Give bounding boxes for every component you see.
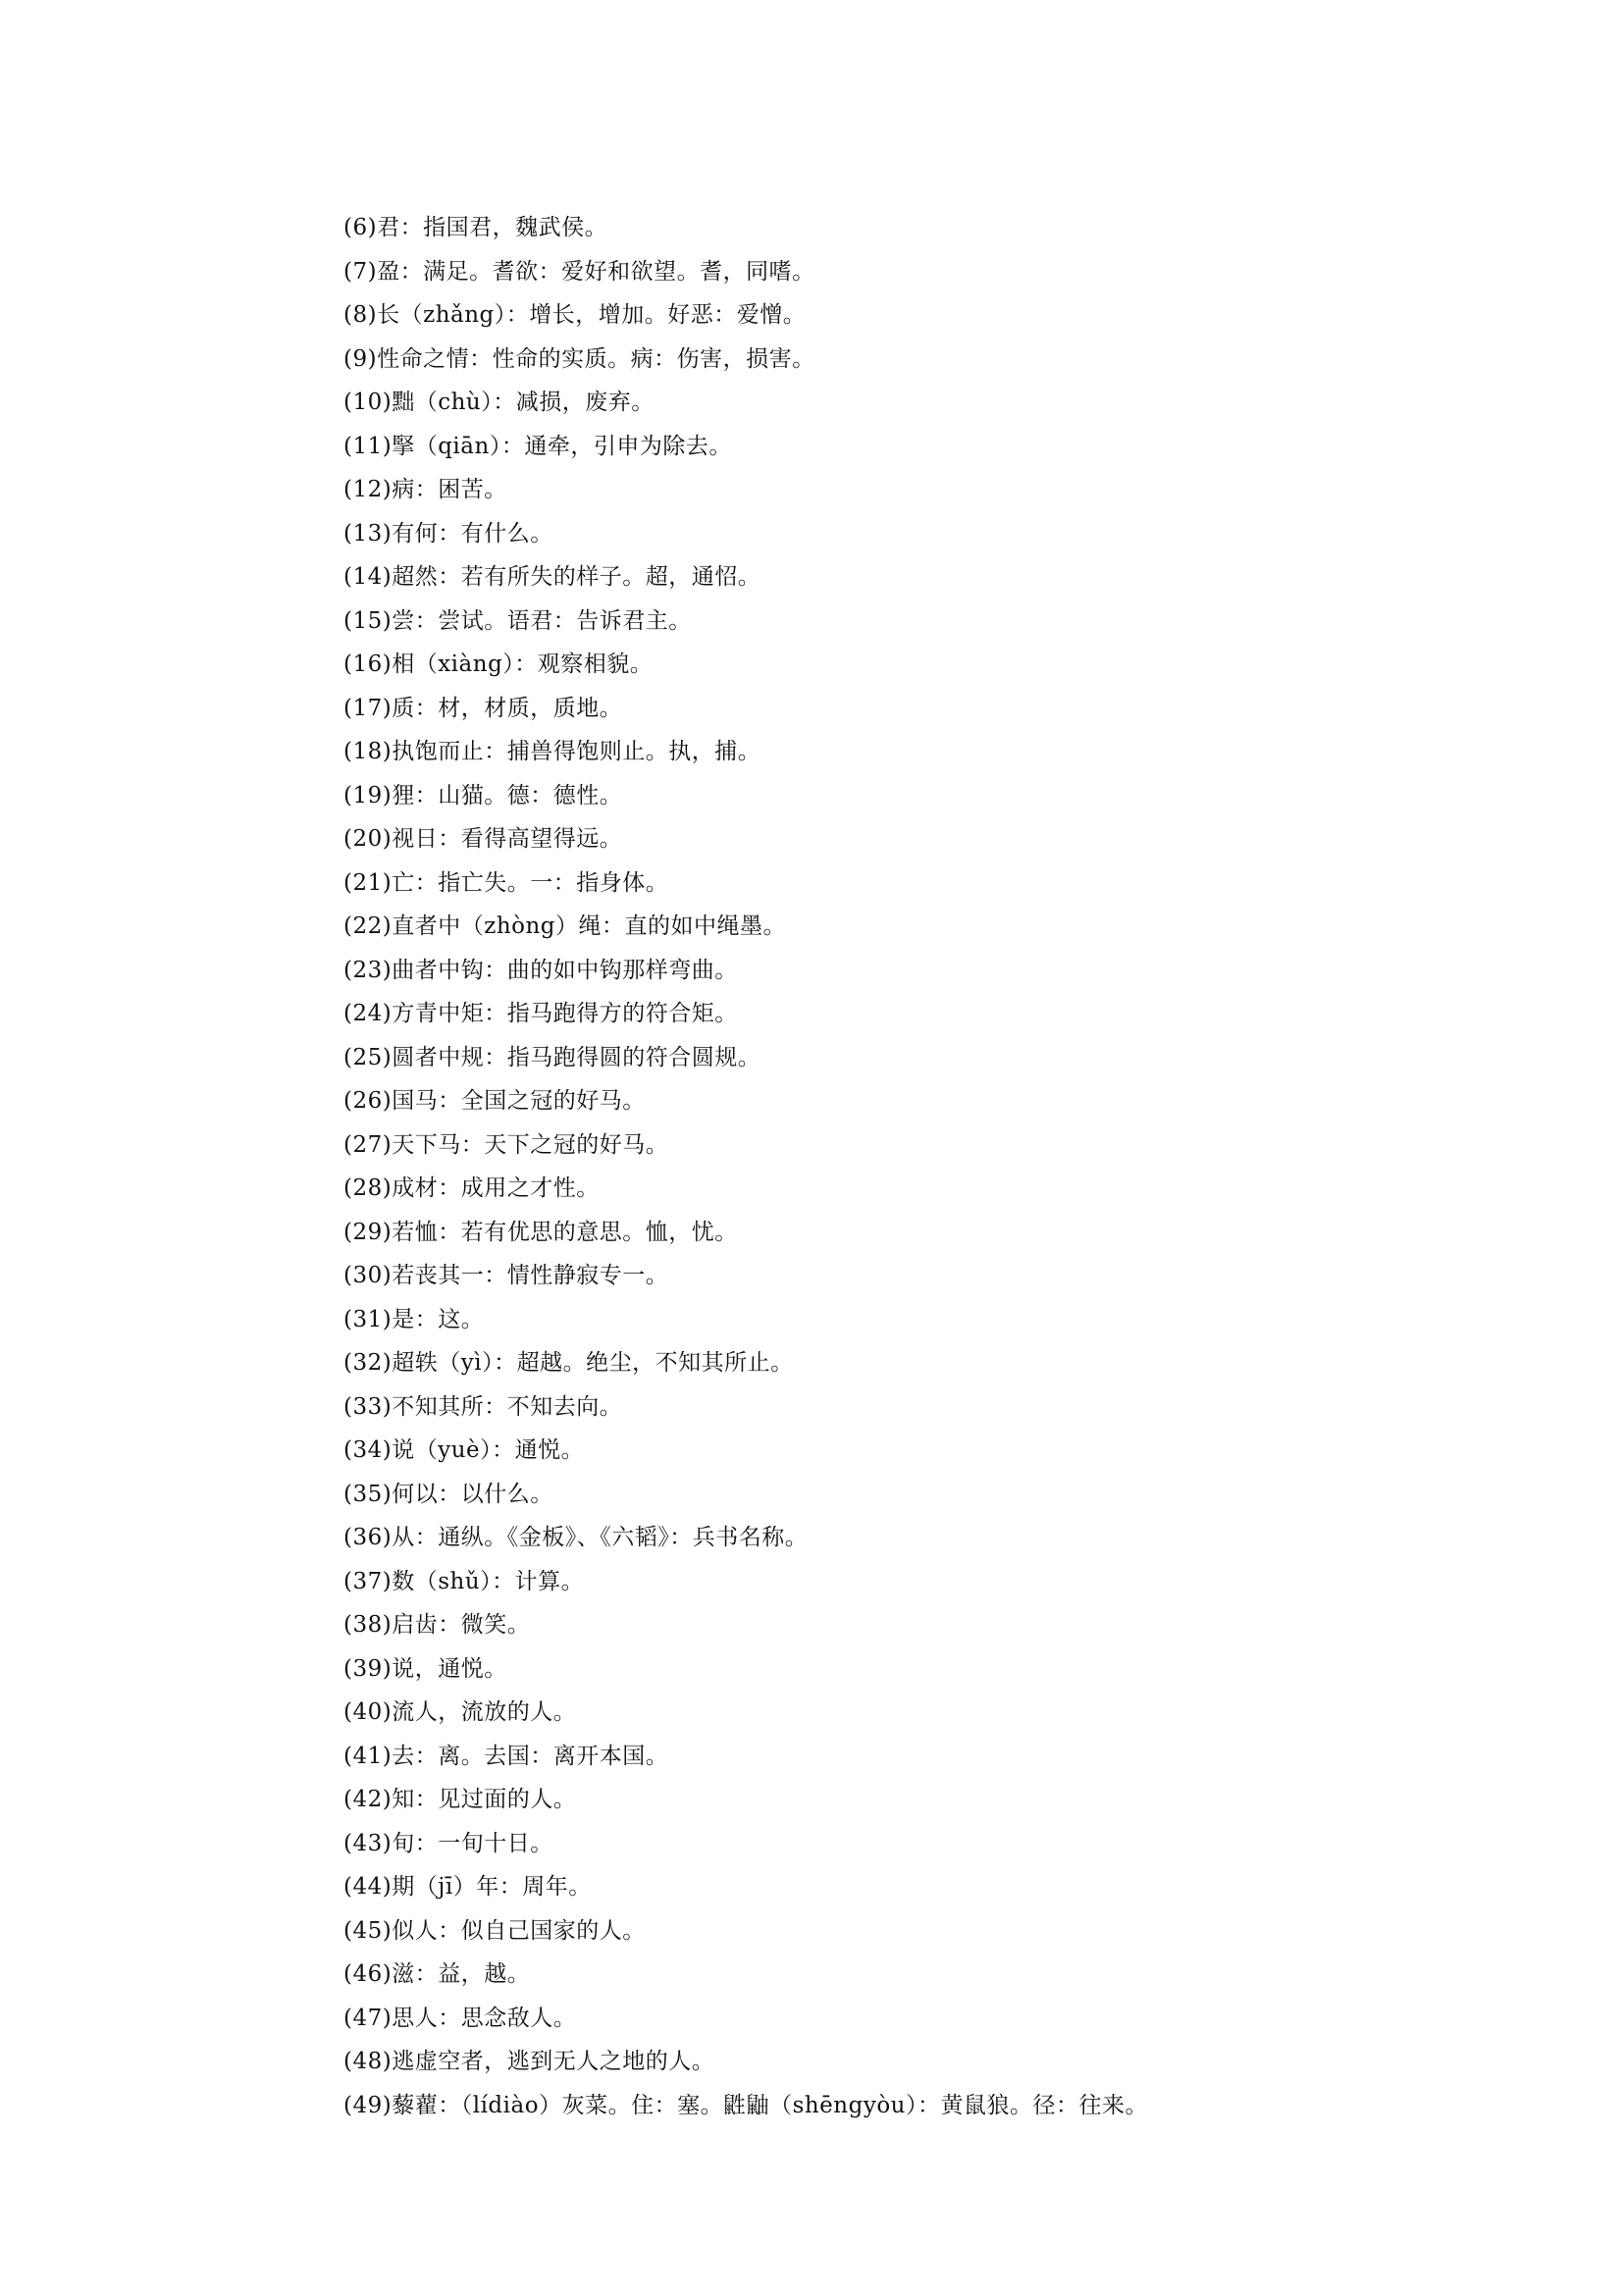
annotation-item: (10)黜（chù）：减损，废弃。 xyxy=(343,390,655,415)
annotation-item: (21)亡：指亡失。一：指身体。 xyxy=(343,869,669,896)
annotation-item: (13)有何：有什么。 xyxy=(343,520,553,547)
annotation-item: (30)若丧其一：情性静寂专一。 xyxy=(343,1263,669,1288)
annotation-item: (28)成材：成用之才性。 xyxy=(343,1175,600,1201)
annotation-item: (39)说，通悦。 xyxy=(343,1655,507,1682)
annotation-item: (16)相（xiàng）：观察相貌。 xyxy=(343,652,654,677)
annotation-item: (34)说（yuè）：通悦。 xyxy=(343,1437,585,1463)
annotation-item: (27)天下马：天下之冠的好马。 xyxy=(343,1131,669,1158)
annotation-item: (43)旬：一旬十日。 xyxy=(343,1830,553,1856)
annotation-item: (45)似人：似自己国家的人。 xyxy=(343,1917,646,1944)
annotation-item: (11)掔（qiān）：通牵，引申为除去。 xyxy=(343,433,732,459)
annotation-item: (38)启齿：微笑。 xyxy=(343,1612,531,1638)
annotation-item: (7)盈：满足。耆欲：爱好和欲望。耆，同嗜。 xyxy=(343,258,815,285)
annotation-item: (48)逃虚空者，逃到无人之地的人。 xyxy=(343,2049,715,2074)
annotation-item: (31)是：这。 xyxy=(343,1306,485,1332)
annotation-item: (40)流人，流放的人。 xyxy=(343,1699,577,1725)
annotation-item: (20)视日：看得高望得远。 xyxy=(343,826,623,852)
annotation-item: (12)病：困苦。 xyxy=(343,477,507,502)
annotation-item: (19)狸：山猫。德：德性。 xyxy=(343,782,623,808)
annotation-item: (8)长（zhǎng）：增长，增加。好恶：爱憎。 xyxy=(343,302,807,328)
annotation-item: (49)藜藋：（lídiào）灰菜。住：塞。鼪鼬（shēngyòu）：黄鼠狼。径：往来。 xyxy=(343,2092,1148,2118)
annotation-list xyxy=(343,208,1550,2129)
annotation-item: (23)曲者中钩：曲的如中钩那样弯曲。 xyxy=(343,957,738,983)
annotation-item: (15)尝：尝试。语君：告诉君主。 xyxy=(343,607,692,634)
annotation-item: (17)质：材，材质，质地。 xyxy=(343,695,623,721)
annotation-item: (46)滋：益，越。 xyxy=(343,1961,531,1987)
annotation-item: (14)超然：若有所失的样子。超，通怊。 xyxy=(343,564,761,590)
annotation-item: (47)思人：思念敌人。 xyxy=(343,2005,577,2031)
annotation-item: (44)期（jī）年：周年。 xyxy=(343,1874,592,1900)
annotation-item: (41)去：离。去国：离开本国。 xyxy=(343,1743,669,1769)
annotation-item: (26)国马：全国之冠的好马。 xyxy=(343,1088,646,1114)
annotation-item: (32)超轶（yì）：超越。绝尘，不知其所止。 xyxy=(343,1350,794,1376)
annotation-item: (18)执饱而止：捕兽得饱则止。执，捕。 xyxy=(343,739,761,764)
annotation-item: (35)何以：以什么。 xyxy=(343,1481,553,1507)
annotation-item: (29)若恤：若有优思的意思。恤，忧。 xyxy=(343,1219,738,1245)
annotation-item: (25)圆者中规：指马跑得圆的符合圆规。 xyxy=(343,1044,761,1070)
annotation-item: (24)方青中矩：指马跑得方的符合矩。 xyxy=(343,1001,738,1026)
annotation-item: (22)直者中（zhòng）绳：直的如中绳墨。 xyxy=(343,913,787,939)
annotation-item: (42)知：见过面的人。 xyxy=(343,1787,577,1812)
annotation-item: (36)从：通纵。《金板》、《六韬》：兵书名称。 xyxy=(343,1525,809,1550)
annotation-item: (9)性命之情：性命的实质。病：伤害，损害。 xyxy=(343,345,815,372)
annotation-item: (37)数（shǔ）：计算。 xyxy=(343,1568,585,1594)
annotation-item: (33)不知其所：不知去向。 xyxy=(343,1393,623,1420)
annotation-item: (6)君：指国君，魏武侯。 xyxy=(343,215,608,240)
